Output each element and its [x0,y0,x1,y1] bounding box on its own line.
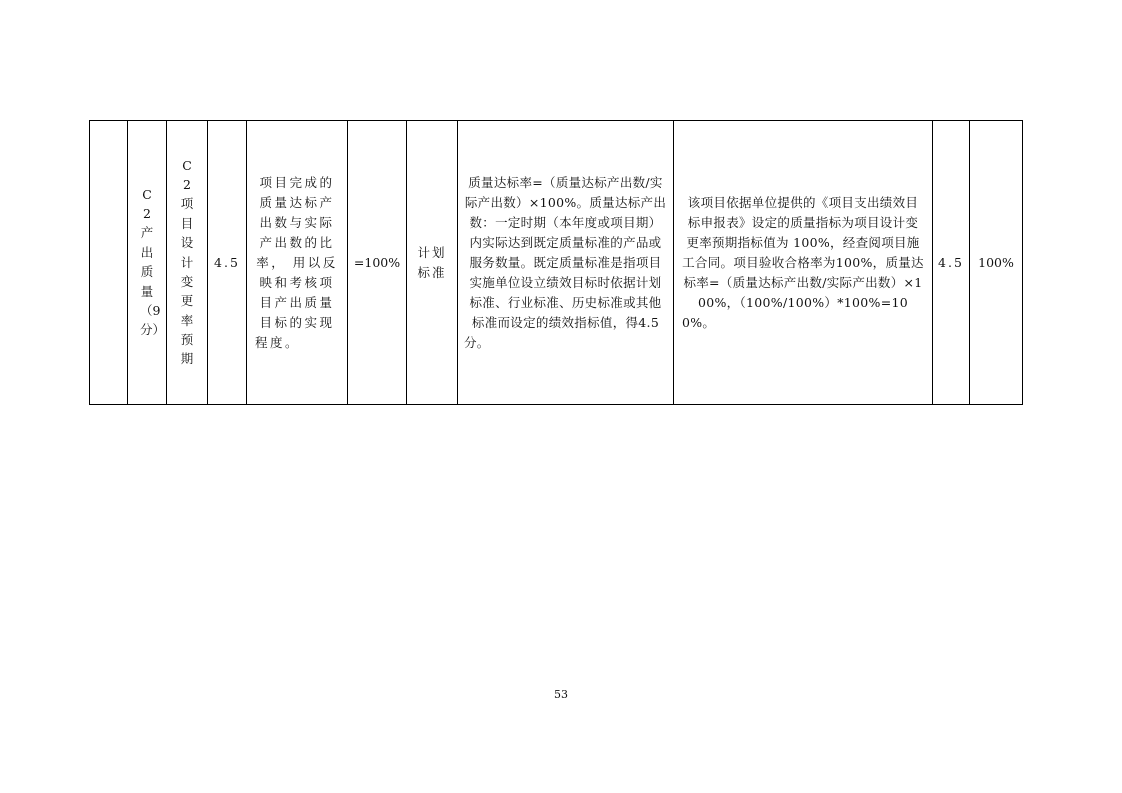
table-row [90,121,1023,405]
performance-evaluation-table [89,120,1023,405]
indicator-label: C2项目设计变更率预期 [180,157,194,367]
standard-label: 计划标准 [417,244,447,280]
scoring-basis: 质量达标率=（质量达标产出数/实际产出数）×100%。质量达标产出数：一定时期（本年度或项目期）内实际达到既定质量标准的产品或服务数量。既定质量标准是指项目实施单位设立绩效目标时依据计划标准、行业标准、历史标准或其他标准而设定的绩效指标值，得4.5分。 [458,121,674,405]
target-value: =100% [348,121,407,405]
category-cell [128,121,167,405]
category-label: C2产出质量（9分） [140,186,166,338]
assessment-result: 该项目依据单位提供的《项目支出绩效目标申报表》设定的质量指标为项目设计变更率预期指标值为 100%，经查阅项目施工合同。项目验收合格率为100%，质量达标率=（质量达标产出数/实际产出数）×100%，（100%/100%）*100%=100%。 [674,121,933,405]
empty-first-level-cell [90,121,128,405]
achievement-value: 100% [970,121,1023,405]
indicator-description: 项目完成的质量达标产出数与实际产出数的比率， 用以反映和考核项目产出质量目标的实现程度。 [247,121,348,405]
standard-cell [407,121,458,405]
score-value: 4.5 [938,254,964,270]
indicator-cell [167,121,208,405]
page-number: 53 [554,688,568,701]
weight-value: 4.5 [214,254,240,270]
weight-cell [208,121,247,405]
score-cell [933,121,970,405]
